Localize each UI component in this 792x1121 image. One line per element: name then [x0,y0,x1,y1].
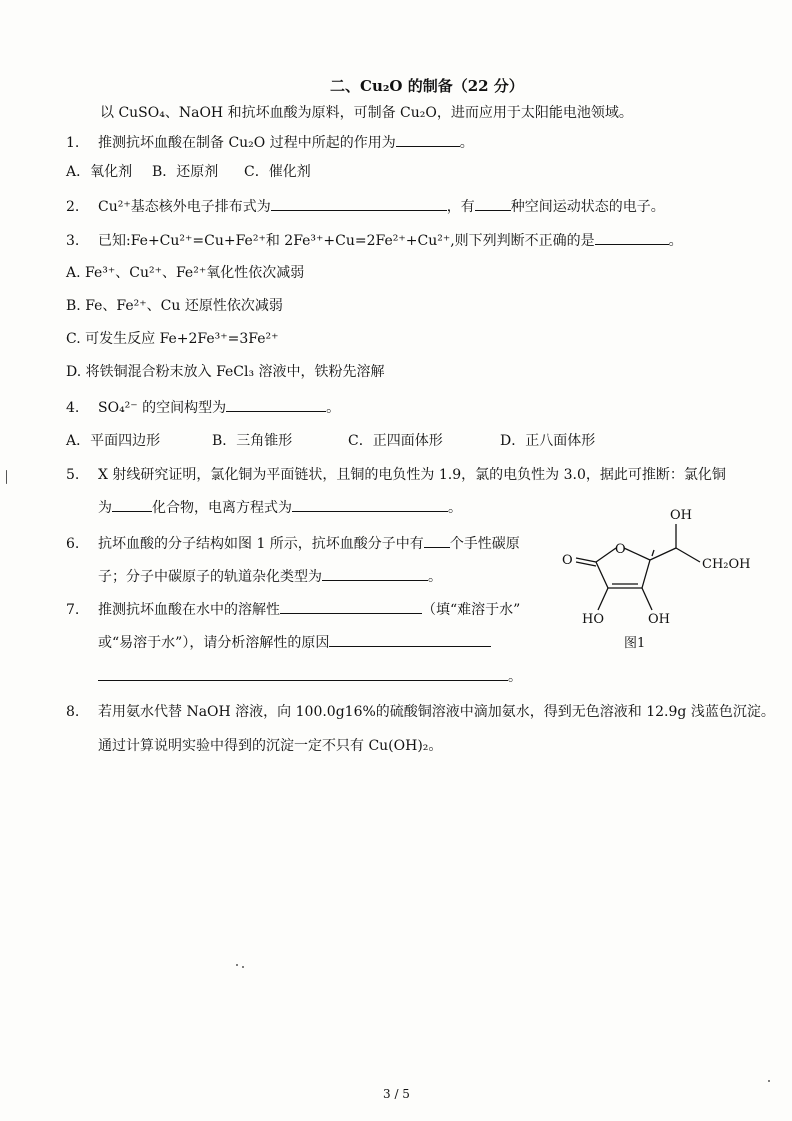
label-ch2oh: CH₂OH [702,557,751,572]
question-6-cont [98,566,442,587]
answer-blank[interactable] [475,196,511,211]
option-a[interactable]: A．氧化剂 [66,164,133,180]
question-number: 6. [66,536,80,552]
ring-bond [642,560,650,588]
question-text: 。 [668,233,683,249]
option-c[interactable]: C．正四面体形 [348,433,443,449]
section-title: 二、Cu₂O 的制备（22 分） [330,77,524,95]
question-1-options [66,162,311,182]
question-number: 3. [66,233,80,249]
question-number: 1. [66,135,80,151]
question-8 [66,702,775,722]
answer-blank[interactable] [329,632,491,647]
stereo-mark [652,550,654,556]
figure-caption: 图1 [624,636,646,651]
side-chain-bond [650,548,676,560]
question-5 [66,465,726,485]
question-text: X 射线研究证明，氯化铜为平面链状，且铜的电负性为 1.9，氯的电负性为 3.0，据此可推断：氯化铜 [98,467,726,483]
answer-blank[interactable] [424,533,450,548]
ring-bond [624,548,650,560]
question-3 [66,230,683,251]
question-4 [66,397,340,418]
label-ho-left: HO [582,612,604,627]
question-text: 。 [459,135,474,151]
option-a[interactable]: A. Fe³⁺、Cu²⁺、Fe²⁺氧化性依次减弱 [66,265,305,281]
question-number: 5. [66,467,80,483]
option-b[interactable]: B．还原剂 [152,164,219,180]
question-text: 子；分子中碳原子的轨道杂化类型为 [98,569,322,585]
question-7-cont2 [98,666,522,687]
answer-blank[interactable] [98,666,508,681]
answer-blank[interactable] [271,196,447,211]
question-6 [66,533,520,554]
answer-blank[interactable] [595,230,669,245]
question-text: 。 [428,569,442,585]
question-5-cont [98,497,462,518]
question-text: 个手性碳原 [449,536,520,552]
page-number: 3 / 5 [383,1087,410,1101]
option-b[interactable]: B. Fe、Fe²⁺、Cu 还原性依次减弱 [66,298,283,314]
answer-blank[interactable] [322,566,428,581]
structure-diagram [558,506,758,656]
carbonyl-bond [576,562,596,566]
option-a[interactable]: A．平面四边形 [66,433,161,449]
question-text: 抗坏血酸的分子结构如图 1 所示，抗坏血酸分子中有 [98,536,424,552]
label-oh-right: OH [648,612,670,627]
option-c[interactable]: C. 可发生反应 Fe+2Fe³⁺=3Fe²⁺ [66,331,279,347]
question-text: 推测抗坏血酸在制备 Cu₂O 过程中所起的作用为 [98,135,396,151]
oh-bond [598,588,608,610]
side-chain-bond [676,548,700,562]
question-text: （填“难溶于水” [422,602,521,618]
option-d[interactable]: D．正八面体形 [500,433,596,449]
option-d[interactable]: D. 将铁铜混合粉末放入 FeCl₃ 溶液中，铁粉先溶解 [66,364,385,380]
question-text: 化合物，电离方程式为 [152,500,292,516]
question-text: 种空间运动状态的电子。 [510,199,665,215]
option-b[interactable]: B．三角锥形 [212,433,293,449]
section-intro: 以 CuSO₄、NaOH 和抗坏血酸为原料，可制备 Cu₂O，进而应用于太阳能电池领域。 [100,105,633,121]
question-text: 若用氨水代替 NaOH 溶液，向 100.0g16%的硫酸铜溶液中滴加氨水，得到无色溶液和 12.9g 浅蓝色沉淀。 [98,704,775,720]
ring-bond [596,562,608,588]
oh-bond [642,588,652,610]
scan-speck [236,964,238,966]
question-7 [66,599,520,620]
question-text: 。 [326,400,341,416]
question-2 [66,196,665,217]
question-text: ，有 [446,199,475,215]
scan-speck [6,470,7,484]
question-4-options [66,431,595,451]
carbonyl-bond [576,558,596,562]
scan-speck [242,966,244,968]
question-text: 。 [448,500,462,516]
answer-blank[interactable] [292,497,448,512]
ring-bond [596,548,616,562]
question-text: 或“易溶于水”），请分析溶解性的原因 [98,635,330,651]
question-text: SO₄²⁻ 的空间构型为 [98,400,227,416]
question-number: 2. [66,199,80,215]
answer-blank[interactable] [226,397,326,412]
question-7-cont [98,632,491,653]
question-text: 推测抗坏血酸在水中的溶解性 [98,602,280,618]
label-o-carbonyl: O [562,553,573,568]
answer-blank[interactable] [280,599,422,614]
question-text: Cu²⁺基态核外电子排布式为 [98,199,271,215]
question-number: 7. [66,602,80,618]
question-text: 为 [98,500,112,516]
question-1 [66,132,474,153]
scan-speck [768,1080,770,1082]
question-number: 8. [66,704,80,720]
question-text: 。 [508,669,522,685]
ascorbic-acid-structure [558,506,758,656]
question-text: 已知:Fe+Cu²⁺=Cu+Fe²⁺和 2Fe³⁺+Cu=2Fe²⁺+Cu²⁺,则下列判断不正确的是 [98,233,595,249]
label-o-ring: O [615,542,626,557]
question-8-cont: 通过计算说明实验中得到的沉淀一定不只有 Cu(OH)₂。 [98,738,443,754]
question-number: 4. [66,400,80,416]
option-c[interactable]: C．催化剂 [244,164,311,180]
label-oh-top: OH [670,508,692,523]
answer-blank[interactable] [396,132,460,147]
answer-blank[interactable] [112,497,152,512]
